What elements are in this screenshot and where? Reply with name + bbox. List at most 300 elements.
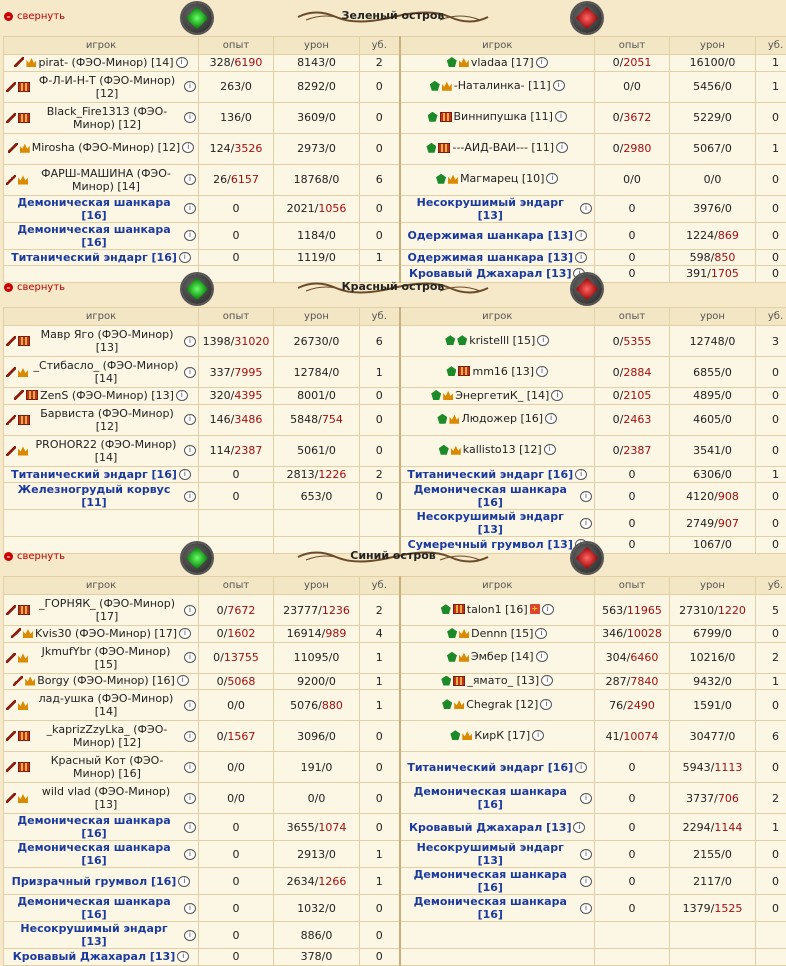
player-entry[interactable] — [447, 56, 548, 69]
info-icon[interactable]: i — [184, 903, 196, 914]
kills-cell — [360, 357, 400, 388]
info-icon[interactable]: i — [184, 336, 196, 347]
damage-value: 653/0 — [301, 490, 333, 503]
info-icon[interactable]: i — [184, 930, 196, 941]
column-header-exp: опыт — [199, 308, 274, 326]
player-cell — [4, 949, 199, 966]
damage-cell — [274, 895, 360, 922]
player-cell — [4, 404, 199, 435]
player-cell — [4, 895, 199, 922]
info-icon[interactable]: i — [184, 700, 196, 711]
info-icon[interactable]: i — [580, 203, 592, 214]
player-name[interactable]: ФАРШ-МАШИНА (ФЭО-Минор) [14] — [30, 167, 182, 193]
info-icon[interactable]: i — [184, 793, 196, 804]
player-entry[interactable] — [431, 389, 563, 402]
table-row — [4, 721, 786, 752]
emerald-icon — [426, 143, 436, 153]
info-icon[interactable]: i — [575, 252, 587, 263]
info-icon[interactable]: i — [542, 604, 554, 615]
exp-cell — [595, 71, 670, 102]
info-icon[interactable]: i — [575, 762, 587, 773]
player-name[interactable]: Borgy (ФЭО-Минор) [16] — [37, 674, 175, 687]
column-header-dmg: урон — [670, 37, 756, 55]
player-entry[interactable] — [6, 483, 196, 509]
damage-cell — [670, 895, 756, 922]
player-entry[interactable] — [13, 950, 189, 963]
exp-value: 0 — [629, 202, 636, 215]
player-name[interactable]: Chegrak [12] — [466, 698, 538, 711]
player-entry[interactable] — [14, 389, 188, 402]
exp-cell — [595, 690, 670, 721]
player-entry[interactable] — [441, 674, 553, 687]
damage-value: 754 — [322, 413, 343, 426]
damage-cell — [670, 868, 756, 895]
sword-icon — [11, 628, 21, 638]
clan-banner-icon — [440, 112, 452, 122]
info-icon[interactable]: i — [184, 491, 196, 502]
info-icon[interactable]: i — [575, 230, 587, 241]
player-entry[interactable] — [407, 251, 587, 264]
info-icon[interactable]: i — [176, 390, 188, 401]
player-cell — [400, 841, 595, 868]
player-name[interactable]: Виннипушка [11] — [454, 110, 553, 123]
damage-value: 886/0 — [301, 929, 333, 942]
info-icon[interactable]: i — [184, 605, 196, 616]
exp-value: 2387 — [623, 444, 651, 457]
info-icon[interactable]: i — [580, 518, 592, 529]
kills-value: 0 — [376, 202, 383, 215]
collapse-button[interactable] — [4, 551, 65, 562]
kills-cell — [756, 673, 786, 690]
player-entry[interactable] — [403, 895, 593, 921]
player-name[interactable]: _ямато_ [13] — [467, 674, 539, 687]
player-cell — [4, 868, 199, 895]
damage-value: 30477/0 — [690, 730, 736, 743]
damage-cell — [670, 71, 756, 102]
info-icon[interactable]: i — [184, 822, 196, 833]
monster-name[interactable]: Призрачный грумвол [16] — [12, 875, 177, 888]
player-cell — [400, 868, 595, 895]
monster-name[interactable]: Титанический эндарг [16] — [11, 468, 177, 481]
player-name[interactable]: wild vlad (ФЭО-Минор) [13] — [30, 785, 182, 811]
info-icon[interactable]: i — [573, 268, 585, 279]
crown-icon — [18, 446, 28, 456]
monster-name[interactable]: Демоническая шанкара [16] — [6, 841, 182, 867]
player-entry[interactable] — [6, 922, 196, 948]
section-header — [0, 540, 786, 576]
info-icon[interactable]: i — [537, 335, 549, 346]
info-icon[interactable]: i — [536, 651, 548, 662]
player-name[interactable]: kallisto13 [12] — [463, 443, 542, 456]
info-icon[interactable]: i — [184, 652, 196, 663]
monster-name[interactable]: Несокрушимый эндарг [13] — [6, 922, 182, 948]
column-header-dmg: урон — [274, 37, 360, 55]
player-entry[interactable] — [6, 407, 196, 433]
player-entry[interactable] — [6, 167, 196, 193]
monster-name[interactable]: Демоническая шанкара [16] — [6, 196, 182, 222]
player-entry[interactable] — [6, 645, 196, 671]
player-entry[interactable] — [447, 650, 548, 663]
exp-value: 0 — [629, 792, 636, 805]
player-entry[interactable] — [446, 365, 548, 378]
collapse-button[interactable] — [4, 282, 65, 293]
exp-value: 0 — [233, 950, 240, 963]
kills-value: 0 — [772, 251, 779, 264]
info-icon[interactable]: i — [182, 142, 194, 153]
monster-name[interactable]: Железногрудый корвус [11] — [6, 483, 182, 509]
info-icon[interactable]: i — [540, 699, 552, 710]
player-name[interactable]: Ф-Л-И-Н-Т (ФЭО-Минор) [12] — [32, 74, 182, 100]
player-name[interactable]: -Наталинка- [11] — [454, 79, 551, 92]
kills-cell — [756, 783, 786, 814]
info-icon[interactable]: i — [580, 903, 592, 914]
kills-value: 2 — [376, 56, 383, 69]
info-icon[interactable]: i — [184, 81, 196, 92]
player-entry[interactable] — [6, 328, 196, 354]
player-entry[interactable] — [8, 141, 194, 154]
monster-name[interactable]: Демоническая шанкара [16] — [403, 483, 579, 509]
damage-value: 8143/0 — [297, 56, 336, 69]
exp-value: 2387 — [234, 444, 262, 457]
info-icon[interactable]: i — [573, 822, 585, 833]
player-name[interactable]: mm16 [13] — [472, 365, 534, 378]
kills-cell — [360, 222, 400, 249]
player-name[interactable]: vladaa [17] — [471, 56, 534, 69]
info-icon[interactable]: i — [184, 174, 196, 185]
info-icon[interactable]: i — [575, 469, 587, 480]
player-entry[interactable] — [6, 438, 196, 464]
monster-name[interactable]: Сумеречный грумвол [13] — [408, 538, 573, 551]
column-header-kills: уб. — [756, 577, 786, 595]
monster-name[interactable]: Одержимая шанкара [13] — [407, 229, 573, 242]
damage-cell — [670, 133, 756, 164]
info-icon[interactable]: i — [580, 876, 592, 887]
player-entry[interactable] — [6, 597, 196, 623]
player-name[interactable]: ---АИД-ВАИ--- [11] — [452, 141, 554, 154]
exp-value: 26/ — [213, 173, 231, 186]
monster-name[interactable]: Демоническая шанкара [16] — [6, 814, 182, 840]
player-entry[interactable] — [6, 74, 196, 100]
player-entry[interactable] — [407, 468, 587, 481]
info-icon[interactable]: i — [184, 203, 196, 214]
player-name[interactable]: лад-ушка (ФЭО-Минор) [14] — [30, 692, 182, 718]
kills-cell — [360, 922, 400, 949]
kills-cell — [360, 164, 400, 195]
player-cell — [400, 721, 595, 752]
kills-value: 0 — [772, 267, 779, 280]
monster-name[interactable]: Кровавый Джахарал [13] — [13, 950, 175, 963]
player-entry[interactable] — [442, 698, 552, 711]
kills-value: 2 — [772, 792, 779, 805]
monster-name[interactable]: Титанический эндарг [16] — [11, 251, 177, 264]
clan-banner-icon — [18, 82, 30, 92]
player-entry[interactable] — [430, 79, 565, 92]
exp-value: 0 — [629, 490, 636, 503]
sword-icon — [6, 605, 16, 615]
player-name[interactable]: talon1 [16] — [467, 603, 528, 616]
damage-cell — [670, 949, 756, 966]
exp-cell — [199, 510, 274, 537]
exp-cell — [595, 483, 670, 510]
player-entry[interactable] — [6, 196, 196, 222]
player-entry[interactable] — [11, 251, 191, 264]
info-icon[interactable]: i — [555, 111, 567, 122]
info-icon[interactable]: i — [580, 849, 592, 860]
kills-value: 0 — [772, 173, 779, 186]
player-entry[interactable] — [403, 483, 593, 509]
info-icon[interactable]: i — [184, 849, 196, 860]
emerald-icon — [437, 414, 447, 424]
player-entry[interactable] — [6, 785, 196, 811]
player-name[interactable]: Красный Кот (ФЭО-Минор) [16] — [32, 754, 182, 780]
exp-cell — [199, 483, 274, 510]
info-icon[interactable]: i — [541, 675, 553, 686]
info-icon[interactable]: i — [532, 730, 544, 741]
player-entry[interactable] — [403, 868, 593, 894]
table-row — [4, 510, 786, 537]
player-entry[interactable] — [6, 105, 196, 131]
player-entry[interactable] — [403, 510, 593, 536]
info-icon[interactable]: i — [184, 230, 196, 241]
table-row — [4, 435, 786, 466]
exp-cell — [199, 642, 274, 673]
monster-name[interactable]: Демоническая шанкара [16] — [403, 895, 579, 921]
sword-icon — [6, 762, 16, 772]
player-name[interactable]: Black_Fire1313 (ФЭО-Минор) [12] — [32, 105, 182, 131]
player-entry[interactable] — [441, 603, 554, 616]
damage-cell — [274, 71, 360, 102]
sword-icon — [6, 82, 16, 92]
exp-cell — [595, 922, 670, 949]
kills-cell — [360, 721, 400, 752]
info-icon[interactable]: i — [535, 628, 547, 639]
info-icon[interactable]: i — [551, 390, 563, 401]
player-entry[interactable] — [14, 56, 187, 69]
player-entry[interactable] — [403, 196, 593, 222]
kills-value: 0 — [772, 761, 779, 774]
exp-value: 0 — [629, 517, 636, 530]
info-icon[interactable]: i — [184, 762, 196, 773]
player-entry[interactable] — [426, 141, 568, 154]
player-name[interactable]: Людожер [16] — [461, 412, 543, 425]
player-entry[interactable] — [436, 172, 558, 185]
info-icon[interactable]: i — [184, 112, 196, 123]
player-entry[interactable] — [6, 895, 196, 921]
damage-value: 1226 — [318, 468, 346, 481]
emerald-icon — [447, 57, 457, 67]
exp-value: 5355 — [623, 335, 651, 348]
player-entry[interactable] — [437, 412, 557, 425]
column-header-exp: опыт — [199, 577, 274, 595]
damage-value: 8292/0 — [297, 80, 336, 93]
exp-value: 2884 — [623, 366, 651, 379]
info-icon[interactable]: i — [580, 491, 592, 502]
exp-value: 0/ — [213, 651, 224, 664]
player-entry[interactable] — [450, 729, 544, 742]
kills-value: 1 — [772, 142, 779, 155]
monster-name[interactable]: Несокрушимый эндарг [13] — [403, 196, 579, 222]
monster-name[interactable]: Демоническая шанкара [16] — [403, 785, 579, 811]
kills-cell — [756, 326, 786, 357]
player-entry[interactable] — [6, 841, 196, 867]
player-name[interactable]: КирК [17] — [474, 729, 530, 742]
kills-value: 0 — [376, 929, 383, 942]
damage-cell — [670, 466, 756, 483]
player-entry[interactable] — [403, 841, 593, 867]
info-icon[interactable]: i — [536, 57, 548, 68]
player-entry[interactable] — [6, 692, 196, 718]
player-cell — [4, 841, 199, 868]
exp-value: 0/ — [217, 675, 228, 688]
player-name[interactable]: pirat- (ФЭО-Минор) [14] — [38, 56, 173, 69]
kills-value: 1 — [376, 366, 383, 379]
player-entry[interactable] — [6, 359, 196, 385]
kills-cell — [756, 868, 786, 895]
info-icon[interactable]: i — [184, 731, 196, 742]
exp-value: 13755 — [224, 651, 259, 664]
table-row — [4, 102, 786, 133]
player-name[interactable]: Эмбер [14] — [471, 650, 534, 663]
collapse-button[interactable] — [4, 11, 65, 22]
player-name[interactable]: Мавр Яго (ФЭО-Минор) [13] — [32, 328, 182, 354]
damage-cell — [274, 466, 360, 483]
info-icon[interactable]: i — [177, 675, 189, 686]
player-cell — [400, 249, 595, 266]
player-entry[interactable] — [13, 674, 189, 687]
damage-value: 3976/0 — [693, 202, 732, 215]
info-icon[interactable]: i — [184, 445, 196, 456]
info-icon[interactable]: i — [179, 628, 191, 639]
kills-value: 0 — [376, 389, 383, 402]
damage-cell — [274, 404, 360, 435]
damage-cell — [670, 249, 756, 266]
player-name[interactable]: Dennn [15] — [471, 627, 533, 640]
player-entry[interactable] — [11, 627, 191, 640]
exp-cell — [199, 752, 274, 783]
damage-value: 6799/0 — [693, 627, 732, 640]
exp-cell — [595, 404, 670, 435]
crown-icon — [443, 390, 453, 400]
info-icon[interactable]: i — [544, 444, 556, 455]
exp-value: 0/ — [613, 389, 624, 402]
collapse-label: свернуть — [17, 551, 65, 562]
info-icon[interactable]: i — [580, 793, 592, 804]
player-name[interactable]: ZenS (ФЭО-Минор) [13] — [40, 389, 174, 402]
table-row — [4, 388, 786, 405]
monster-name[interactable]: Одержимая шанкара [13] — [407, 251, 573, 264]
player-name[interactable]: _kaprizZzyLka_ (ФЭО-Минор) [12] — [32, 723, 182, 749]
player-name[interactable]: kristelll [15] — [469, 334, 535, 347]
exp-value: 263/0 — [220, 80, 252, 93]
exp-cell — [199, 595, 274, 626]
damage-cell — [670, 721, 756, 752]
player-entry[interactable] — [409, 821, 585, 834]
exp-value: 10074 — [623, 730, 658, 743]
info-icon[interactable]: i — [545, 413, 557, 424]
player-name[interactable]: Mirosha (ФЭО-Минор) [12] — [32, 141, 180, 154]
kills-value: 1 — [376, 651, 383, 664]
monster-name[interactable]: Титанический эндарг [16] — [407, 468, 573, 481]
player-entry[interactable] — [403, 785, 593, 811]
player-name[interactable]: _ГОРНЯК_ (ФЭО-Минор) [17] — [32, 597, 182, 623]
kills-cell — [360, 690, 400, 721]
damage-cell — [274, 195, 360, 222]
player-cell — [4, 783, 199, 814]
sword-icon — [8, 143, 18, 153]
info-icon[interactable]: i — [184, 414, 196, 425]
player-entry[interactable] — [11, 468, 191, 481]
player-entry[interactable] — [12, 875, 191, 888]
column-header-exp: опыт — [595, 577, 670, 595]
kills-cell — [756, 841, 786, 868]
info-icon[interactable]: i — [184, 367, 196, 378]
damage-value: 2813/ — [287, 468, 319, 481]
damage-value: 10216/0 — [690, 651, 736, 664]
info-icon[interactable]: i — [536, 366, 548, 377]
player-name[interactable]: Kvis30 (ФЭО-Минор) [17] — [35, 627, 177, 640]
exp-cell — [595, 783, 670, 814]
player-name[interactable]: Магмарец [10] — [460, 172, 544, 185]
player-entry[interactable] — [439, 443, 556, 456]
clan-banner-icon — [18, 605, 30, 615]
monster-name[interactable]: Несокрушимый эндарг [13] — [403, 510, 579, 536]
player-entry[interactable] — [6, 723, 196, 749]
player-entry[interactable] — [407, 229, 587, 242]
player-name[interactable]: _Стибасло_ (ФЭО-Минор) [14] — [30, 359, 182, 385]
monster-name[interactable]: Титанический эндарг [16] — [407, 761, 573, 774]
monster-name[interactable]: Несокрушимый эндарг [13] — [403, 841, 579, 867]
monster-name[interactable]: Демоническая шанкара [16] — [6, 895, 182, 921]
player-entry[interactable] — [447, 627, 547, 640]
minus-icon: – — [4, 552, 13, 561]
kills-value: 1 — [376, 875, 383, 888]
damage-cell — [670, 222, 756, 249]
info-icon[interactable]: i — [177, 951, 189, 962]
exp-value: 0 — [629, 267, 636, 280]
info-icon[interactable]: i — [179, 252, 191, 263]
player-name[interactable]: JkmufYbr (ФЭО-Минор) [15] — [30, 645, 182, 671]
info-icon[interactable]: i — [176, 57, 188, 68]
player-entry[interactable] — [6, 814, 196, 840]
sword-icon — [6, 367, 16, 377]
kills-cell — [360, 895, 400, 922]
exp-cell — [595, 626, 670, 643]
info-icon[interactable]: i — [553, 80, 565, 91]
player-entry[interactable] — [428, 110, 567, 123]
monster-name[interactable]: Кровавый Джахарал [13] — [409, 821, 571, 834]
player-entry[interactable] — [445, 334, 549, 347]
info-icon[interactable]: i — [179, 469, 191, 480]
damage-value: 1224/ — [686, 229, 718, 242]
player-entry[interactable] — [407, 761, 587, 774]
damage-value: 2117/0 — [693, 875, 732, 888]
player-name[interactable]: ЭнергетиК_ [14] — [455, 389, 549, 402]
player-name[interactable]: Барвиста (ФЭО-Минор) [12] — [32, 407, 182, 433]
monster-name[interactable]: Демоническая шанкара [16] — [403, 868, 579, 894]
info-icon[interactable]: i — [556, 142, 568, 153]
exp-cell — [199, 404, 274, 435]
player-entry[interactable] — [6, 754, 196, 780]
info-icon[interactable]: i — [178, 876, 190, 887]
table-row — [4, 133, 786, 164]
player-entry[interactable] — [6, 223, 196, 249]
info-icon[interactable]: i — [546, 173, 558, 184]
exp-value: 3486 — [234, 413, 262, 426]
player-name[interactable]: PROHOR22 (ФЭО-Минор) [14] — [30, 438, 182, 464]
monster-name[interactable]: Демоническая шанкара [16] — [6, 223, 182, 249]
player-cell — [400, 55, 595, 72]
monster-name[interactable]: Кровавый Джахарал [13] — [409, 267, 571, 280]
